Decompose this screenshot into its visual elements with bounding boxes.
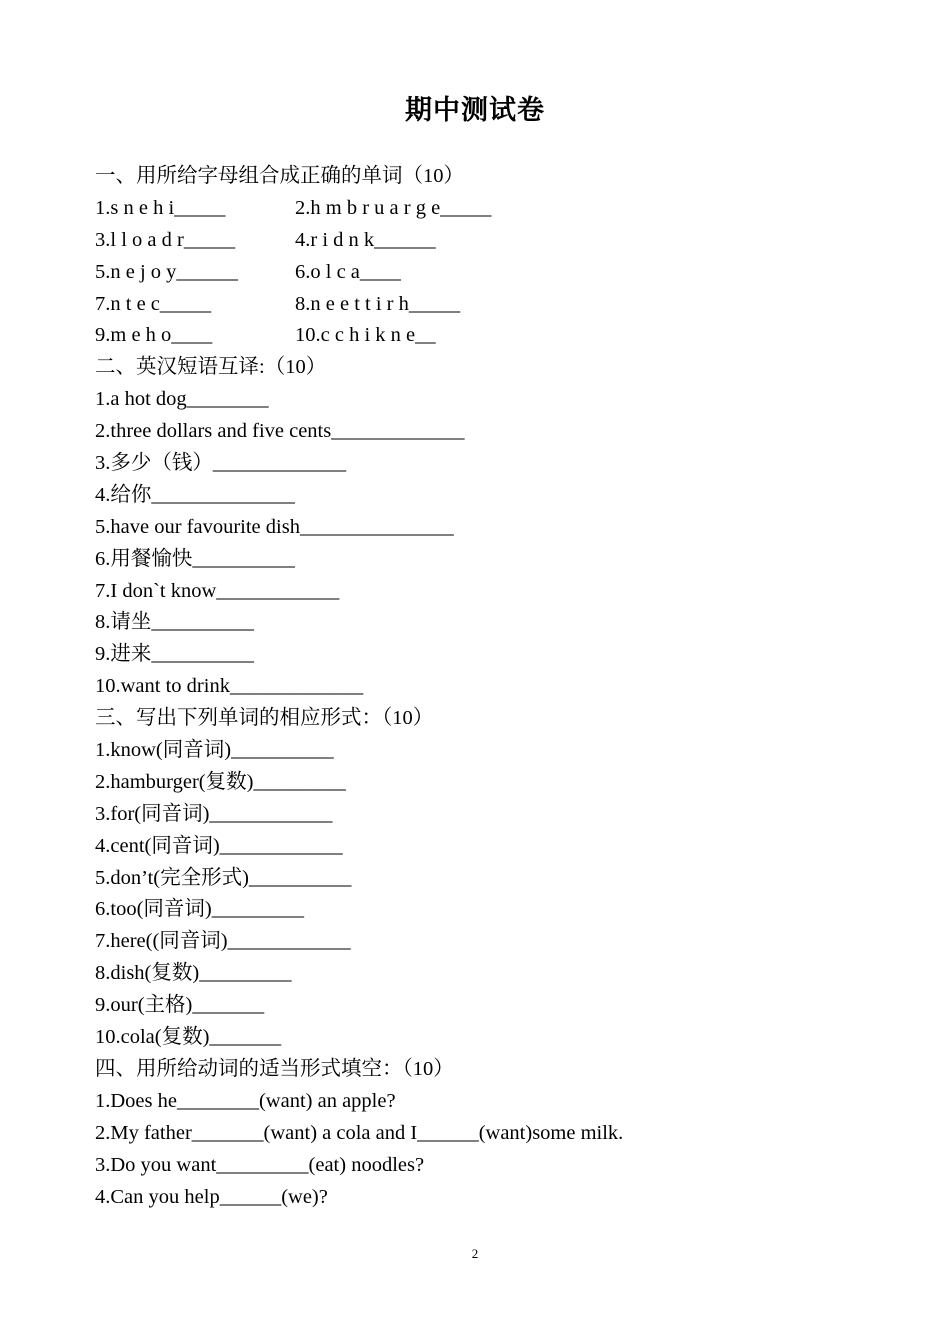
- scramble-item: 5.n e j o y______: [95, 260, 238, 283]
- section-2-heading: 二、英汉短语互译:（10）: [95, 356, 327, 379]
- translation-item: 7.I don`t know____________: [95, 579, 340, 602]
- scramble-item: 6.o l c a____: [295, 260, 401, 283]
- word-form-item: 4.cent(同音词)____________: [95, 834, 343, 857]
- verb-fill-item: 3.Do you want_________(eat) noodles?: [95, 1153, 425, 1176]
- section-1-row: [95, 320, 895, 352]
- scramble-item: 1.s n e h i_____: [95, 196, 226, 219]
- section-1-row: [95, 289, 895, 321]
- page-number: 2: [471, 1246, 479, 1261]
- word-form-item: 1.know(同音词)__________: [95, 739, 334, 762]
- word-form-item: 10.cola(复数)_______: [95, 1026, 282, 1049]
- translation-item: 9.进来__________: [95, 643, 254, 666]
- page-title: 期中测试卷: [405, 95, 545, 125]
- translation-item: 10.want to drink_____________: [95, 675, 364, 698]
- translation-item: 6.用餐愉快__________: [95, 547, 295, 570]
- translation-item: 5.have our favourite dish_______________: [95, 515, 454, 538]
- word-form-item: 3.for(同音词)____________: [95, 802, 333, 825]
- section-1-heading: 一、用所给字母组合成正确的单词（10）: [95, 165, 464, 187]
- section-1-row: [95, 257, 895, 289]
- translation-item: 1.a hot dog________: [95, 388, 269, 411]
- scramble-item: 4.r i d n k______: [295, 228, 436, 251]
- scramble-item: 7.n t e c_____: [95, 292, 212, 315]
- scramble-item: 9.m e h o____: [95, 324, 213, 347]
- scramble-item: 10.c c h i k n e__: [295, 324, 436, 347]
- word-form-item: 6.too(同音词)_________: [95, 898, 304, 921]
- section-1-row: [95, 225, 895, 257]
- section-1-row: [95, 193, 895, 225]
- verb-fill-item: 2.My father_______(want) a cola and I______(want)some milk.: [95, 1121, 624, 1144]
- word-form-item: 9.our(主格)_______: [95, 994, 265, 1017]
- verb-fill-item: 1.Does he________(want) an apple?: [95, 1089, 396, 1112]
- translation-item: 3.多少（钱）_____________: [95, 452, 347, 475]
- word-form-item: 2.hamburger(复数)_________: [95, 770, 346, 793]
- translation-item: 8.请坐__________: [95, 611, 254, 634]
- translation-item: 4.给你______________: [95, 483, 295, 506]
- scramble-item: 2.h m b r u a r g e_____: [295, 196, 492, 219]
- scramble-item: 3.l l o a d r_____: [95, 228, 236, 251]
- word-form-item: 8.dish(复数)_________: [95, 962, 292, 985]
- scramble-item: 8.n e e t t i r h_____: [295, 292, 461, 315]
- section-3-heading: 三、写出下列单词的相应形式：（10）: [95, 707, 434, 730]
- section-4-heading: 四、用所给动词的适当形式填空：（10）: [95, 1057, 454, 1080]
- translation-item: 2.three dollars and five cents_____________: [95, 420, 465, 443]
- word-form-item: 7.here((同音词)____________: [95, 930, 351, 953]
- exam-content: [95, 161, 895, 1213]
- word-form-item: 5.don’t(完全形式)__________: [95, 866, 352, 889]
- verb-fill-item: 4.Can you help______(we)?: [95, 1185, 328, 1208]
